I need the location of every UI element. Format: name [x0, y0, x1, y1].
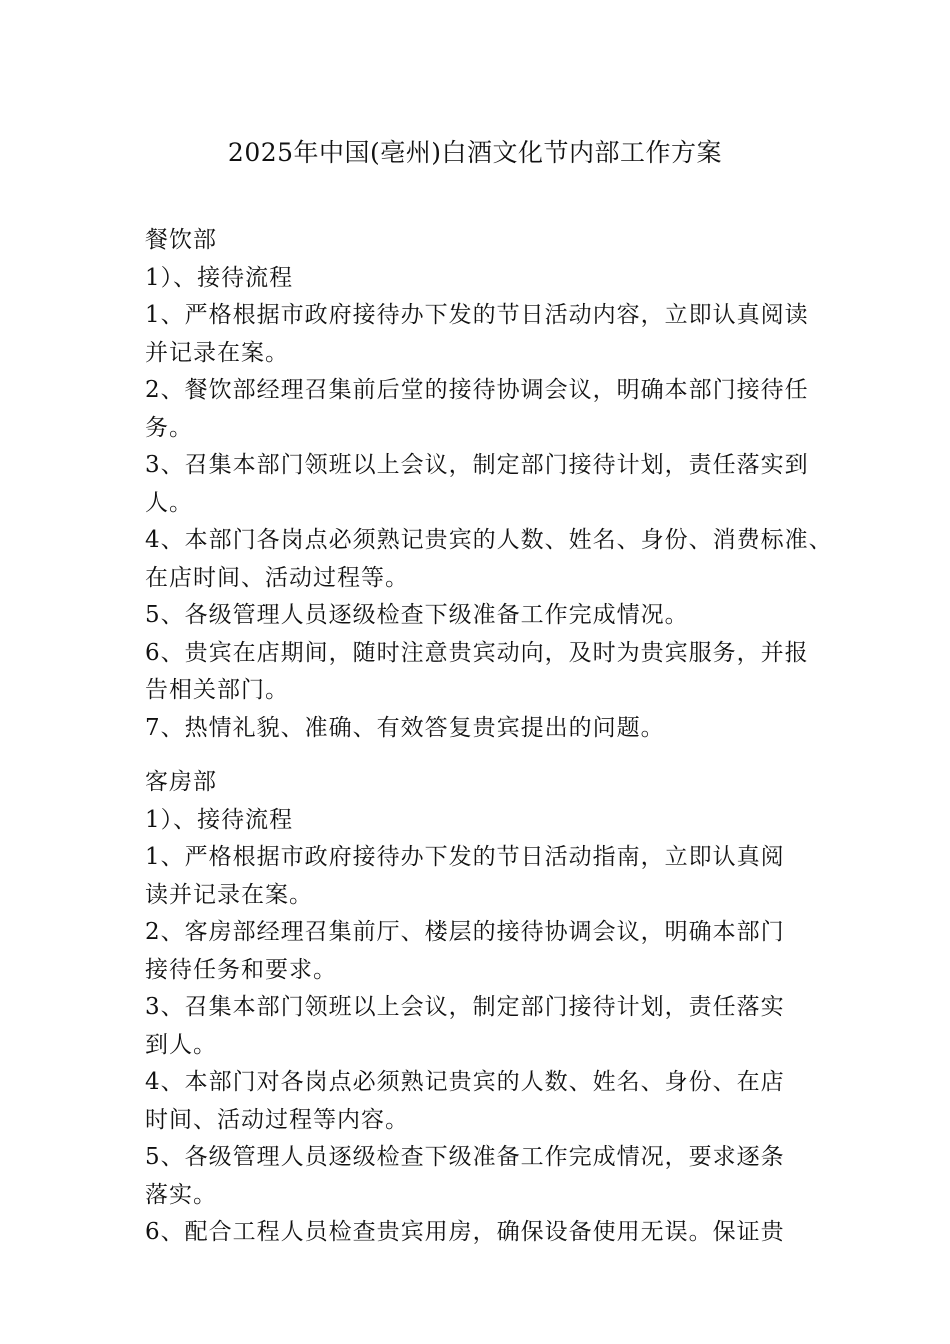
paragraph-line: 读并记录在案。	[145, 881, 313, 908]
document-body	[145, 222, 833, 1252]
paragraph-line: 人。	[145, 489, 193, 516]
paragraph-line: 6、贵宾在店期间，随时注意贵宾动向，及时为贵宾服务，并报	[145, 639, 809, 666]
section-heading: 餐饮部	[145, 227, 217, 253]
paragraph-line: 6、配合工程人员检查贵宾用房，确保设备使用无误。保证贵	[145, 1219, 785, 1245]
paragraph-line: 在店时间、活动过程等。	[145, 564, 409, 591]
section-spacer	[145, 747, 825, 764]
paragraph-line: 务。	[145, 414, 193, 441]
paragraph-line: 4、本部门各岗点必须熟记贵宾的人数、姓名、身份、消费标准、	[145, 527, 833, 553]
paragraph-line: 4、本部门对各岗点必须熟记贵宾的人数、姓名、身份、在店	[145, 1069, 785, 1095]
paragraph-line: 5、各级管理人员逐级检查下级准备工作完成情况，要求逐条	[145, 1144, 785, 1170]
section-heading: 客房部	[145, 769, 217, 795]
paragraph-line: 3、召集本部门领班以上会议，制定部门接待计划，责任落实	[145, 994, 785, 1020]
paragraph-line: 接待任务和要求。	[145, 956, 337, 983]
paragraph-line: 1、严格根据市政府接待办下发的节日活动内容，立即认真阅读	[145, 302, 809, 328]
paragraph-line: 告相关部门。	[145, 677, 289, 703]
section-subheading: 1）、接待流程	[145, 264, 294, 291]
paragraph-line: 并记录在案。	[145, 339, 289, 366]
paragraph-line: 2、客房部经理召集前厅、楼层的接待协调会议，明确本部门	[145, 919, 785, 945]
paragraph-line: 2、餐饮部经理召集前后堂的接待协调会议，明确本部门接待任	[145, 377, 809, 403]
paragraph-line: 1、严格根据市政府接待办下发的节日活动指南，立即认真阅	[145, 844, 785, 870]
paragraph-line: 落实。	[145, 1181, 217, 1208]
paragraph-line: 7、热情礼貌、准确、有效答复贵宾提出的问题。	[145, 714, 665, 741]
paragraph-line: 到人。	[145, 1031, 217, 1058]
section-subheading: 1）、接待流程	[145, 806, 294, 833]
document-title: 2025年中国(亳州)白酒文化节内部工作方案	[227, 138, 723, 167]
paragraph-line: 3、召集本部门领班以上会议，制定部门接待计划，责任落实到	[145, 452, 809, 478]
paragraph-line: 5、各级管理人员逐级检查下级准备工作完成情况。	[145, 602, 689, 628]
paragraph-line: 时间、活动过程等内容。	[145, 1106, 409, 1133]
